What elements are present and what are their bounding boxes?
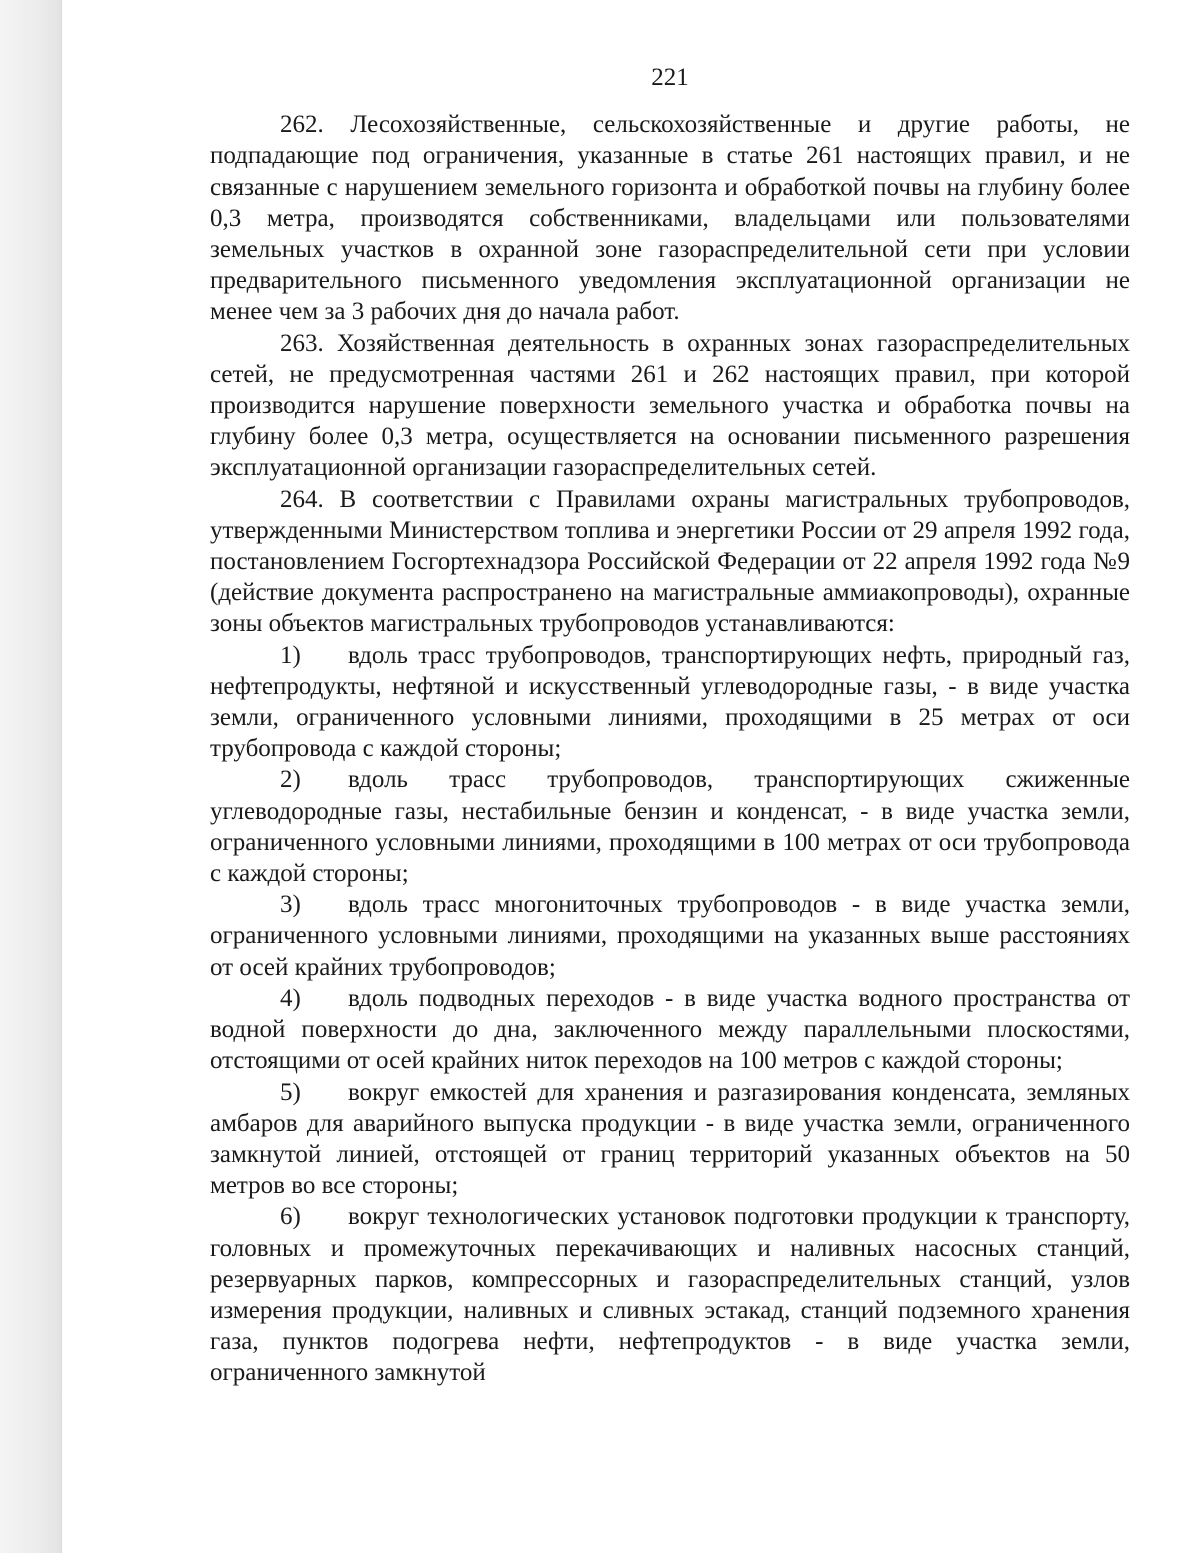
list-item <box>210 1077 1130 1202</box>
paragraph-264: 264. В соответствии с Правилами охраны магистральных трубопроводов, утвержденными Министерством топлива и энергетики России от 29 апреля 1992 года, постановлением Госгортехнадзора Российской Федерации от 22 апреля 1992 года №9 (действие документа распространено на магистральные аммиакопроводы), охранные зоны объектов магистральных трубопроводов устанавливаются: <box>210 485 1130 638</box>
list-item <box>210 640 1130 765</box>
paragraph-263: 263. Хозяйственная деятельность в охранных зонах газораспределительных сетей, не предусмотренная частями 261 и 262 настоящих правил, при которой производится нарушение поверхности земельного участка и обработка почвы на глубину более 0,3 метра, осуществляется на основании письменного разрешения эксплуатационной организации газораспределительных сетей. <box>210 329 1130 482</box>
page-number: 221 <box>651 64 689 91</box>
list-item-text: вокруг технологических установок подготовки продукции к транспорту, головных и промежуточных перекачивающих и наливных насосных станций, резервуарных парков, компрессорных и газораспределительных станций, узлов измерения продукции, наливных и сливных эстакад, станций подземного хранения газа, пунктов подогрева нефти, нефтепродуктов - в виде участка земли, ограниченного замкнутой <box>210 1203 1130 1387</box>
document-page <box>210 62 1130 1389</box>
list-item <box>210 1201 1130 1388</box>
list-item <box>210 983 1130 1077</box>
list-item <box>210 889 1130 983</box>
list-item <box>210 764 1130 889</box>
list-item-number: 1) <box>280 641 301 669</box>
list-item-number: 4) <box>280 984 301 1012</box>
list-item-text: вдоль трасс трубопроводов, транспортирующих сжиженные углеводородные газы, нестабильные бензин и конденсат, - в виде участка земли, ограниченного условными линиями, проходящими в 100 метрах от оси трубопровода с каждой стороны; <box>210 766 1130 888</box>
list-item-text: вокруг емкостей для хранения и разгазирования конденсата, земляных амбаров для аварийного выпуска продукции - в виде участка земли, ограниченного замкнутой линией, отстоящей от границ территорий указанных объектов на 50 метров во все стороны; <box>210 1078 1130 1200</box>
paragraph-262: 262. Лесохозяйственные, сельскохозяйственные и другие работы, не подпадающие под ограничения, указанные в статье 261 настоящих правил, и не связанные с нарушением земельного горизонта и обработкой почвы на глубину более 0,3 метра, производятся собственниками, владельцами или пользователями земельных участков в охранной зоне газораспределительной сети при условии предварительного письменного уведомления эксплуатационной организации не менее чем за 3 рабочих дня до начала работ. <box>210 111 1130 326</box>
list-item-number: 5) <box>280 1078 301 1106</box>
list-item-number: 2) <box>280 766 301 794</box>
list-item-text: вдоль подводных переходов - в виде участка водного пространства от водной поверхности до дна, заключенного между параллельными плоскостями, отстоящими от осей крайних ниток переходов на 100 метров с каждой стороны; <box>210 984 1130 1075</box>
list-item-number: 3) <box>280 891 301 919</box>
list-item-number: 6) <box>280 1203 301 1231</box>
scan-binding-strip <box>0 0 62 1553</box>
list-item-text: вдоль трасс трубопроводов, транспортирующих нефть, природный газ, нефтепродукты, нефтяной и искусственный углеводородные газы, - в виде участка земли, ограниченного условными линиями, проходящими в 25 метрах от оси трубопровода с каждой стороны; <box>210 641 1130 763</box>
list-item-text: вдоль трасс многониточных трубопроводов - в виде участка земли, ограниченного условными линиями, проходящими на указанных выше расстояниях от осей крайних трубопроводов; <box>210 891 1130 981</box>
